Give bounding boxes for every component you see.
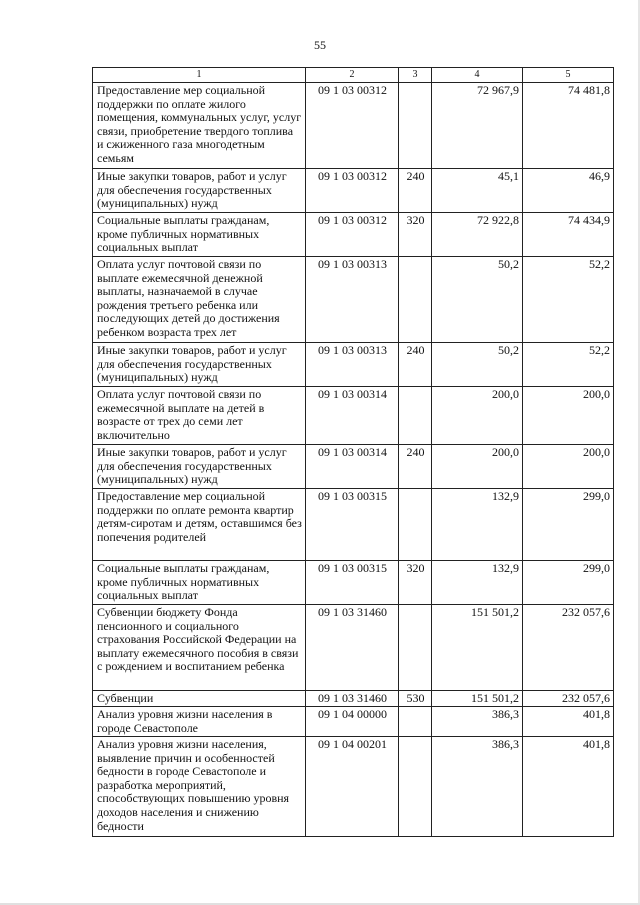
row-vr	[399, 83, 432, 169]
row-code: 09 1 03 31460	[306, 691, 399, 707]
row-vr: 240	[399, 169, 432, 213]
row-year1: 132,9	[432, 489, 523, 561]
row-year1: 151 501,2	[432, 691, 523, 707]
row-year1: 72 922,8	[432, 213, 523, 257]
table-row	[93, 707, 614, 737]
row-name: Субвенции	[93, 691, 306, 707]
row-vr	[399, 387, 432, 445]
row-vr	[399, 605, 432, 691]
row-name: Предоставление мер социальной поддержки по оплате жилого помещения, коммунальных услуг, услуг связи, приобретение твердого топлива и сжиженного газа многодетным семьям	[93, 83, 306, 169]
row-year2: 46,9	[523, 169, 614, 213]
row-year2: 200,0	[523, 387, 614, 445]
row-year2: 52,2	[523, 343, 614, 387]
table-row	[93, 387, 614, 445]
row-year2: 232 057,6	[523, 691, 614, 707]
row-vr	[399, 737, 432, 837]
row-year1: 132,9	[432, 561, 523, 605]
row-name: Социальные выплаты гражданам, кроме публичных нормативных социальных выплат	[93, 561, 306, 605]
col-header-year2: 5	[523, 68, 614, 83]
row-year2: 401,8	[523, 707, 614, 737]
col-header-year1: 4	[432, 68, 523, 83]
page-number: 55	[314, 38, 326, 52]
row-year1: 200,0	[432, 387, 523, 445]
row-vr	[399, 707, 432, 737]
table-row	[93, 169, 614, 213]
row-year1: 50,2	[432, 343, 523, 387]
row-vr: 240	[399, 445, 432, 489]
row-year2: 299,0	[523, 561, 614, 605]
row-code: 09 1 03 00315	[306, 489, 399, 561]
row-year1: 45,1	[432, 169, 523, 213]
row-year1: 151 501,2	[432, 605, 523, 691]
row-name: Оплата услуг почтовой связи по выплате ежемесячной денежной выплаты, назначаемой в случае рождения третьего ребенка или последующих детей до достижения ребенком возраста трех лет	[93, 257, 306, 343]
row-code: 09 1 03 00314	[306, 445, 399, 489]
row-code: 09 1 04 00000	[306, 707, 399, 737]
table-row	[93, 737, 614, 837]
table-row	[93, 83, 614, 169]
table-row	[93, 213, 614, 257]
row-year2: 299,0	[523, 489, 614, 561]
row-year2: 74 481,8	[523, 83, 614, 169]
table-row	[93, 691, 614, 707]
table-row	[93, 561, 614, 605]
row-code: 09 1 04 00201	[306, 737, 399, 837]
row-year2: 200,0	[523, 445, 614, 489]
budget-table	[92, 67, 614, 837]
row-code: 09 1 03 00312	[306, 213, 399, 257]
row-name: Анализ уровня жизни населения, выявление причин и особенностей бедности в городе Севастополе и разработка мероприятий, способствующих повышению уровня доходов населения и снижению бедности	[93, 737, 306, 837]
row-code: 09 1 03 00313	[306, 257, 399, 343]
row-vr: 530	[399, 691, 432, 707]
row-name: Оплата услуг почтовой связи по ежемесячной выплате на детей в возрасте от трех до семи лет включительно	[93, 387, 306, 445]
row-name: Иные закупки товаров, работ и услуг для обеспечения государственных (муниципальных) нужд	[93, 343, 306, 387]
row-year1: 200,0	[432, 445, 523, 489]
col-header-name: 1	[93, 68, 306, 83]
row-vr	[399, 489, 432, 561]
row-name: Социальные выплаты гражданам, кроме публичных нормативных социальных выплат	[93, 213, 306, 257]
row-year1: 72 967,9	[432, 83, 523, 169]
row-name: Иные закупки товаров, работ и услуг для обеспечения государственных (муниципальных) нужд	[93, 169, 306, 213]
table-row	[93, 489, 614, 561]
row-year2: 74 434,9	[523, 213, 614, 257]
row-vr: 320	[399, 561, 432, 605]
col-header-code: 2	[306, 68, 399, 83]
row-year2: 52,2	[523, 257, 614, 343]
row-code: 09 1 03 00312	[306, 83, 399, 169]
row-code: 09 1 03 00315	[306, 561, 399, 605]
row-name: Анализ уровня жизни населения в городе Севастополе	[93, 707, 306, 737]
row-code: 09 1 03 00313	[306, 343, 399, 387]
row-year2: 401,8	[523, 737, 614, 837]
row-code: 09 1 03 00312	[306, 169, 399, 213]
table-row	[93, 343, 614, 387]
row-code: 09 1 03 00314	[306, 387, 399, 445]
table-row	[93, 605, 614, 691]
row-code: 09 1 03 31460	[306, 605, 399, 691]
row-year1: 386,3	[432, 707, 523, 737]
row-name: Предоставление мер социальной поддержки по оплате ремонта квартир детям-сиротам и детям, оставшимся без попечения родителей	[93, 489, 306, 561]
table-row	[93, 257, 614, 343]
row-vr	[399, 257, 432, 343]
row-vr: 240	[399, 343, 432, 387]
row-year1: 386,3	[432, 737, 523, 837]
row-year2: 232 057,6	[523, 605, 614, 691]
row-year1: 50,2	[432, 257, 523, 343]
table-row	[93, 445, 614, 489]
row-vr: 320	[399, 213, 432, 257]
row-name: Субвенции бюджету Фонда пенсионного и социального страхования Российской Федерации на выплату ежемесячного пособия в связи с рождением и воспитанием ребенка	[93, 605, 306, 691]
table-header-row	[93, 68, 614, 83]
row-name: Иные закупки товаров, работ и услуг для обеспечения государственных (муниципальных) нужд	[93, 445, 306, 489]
col-header-vr: 3	[399, 68, 432, 83]
